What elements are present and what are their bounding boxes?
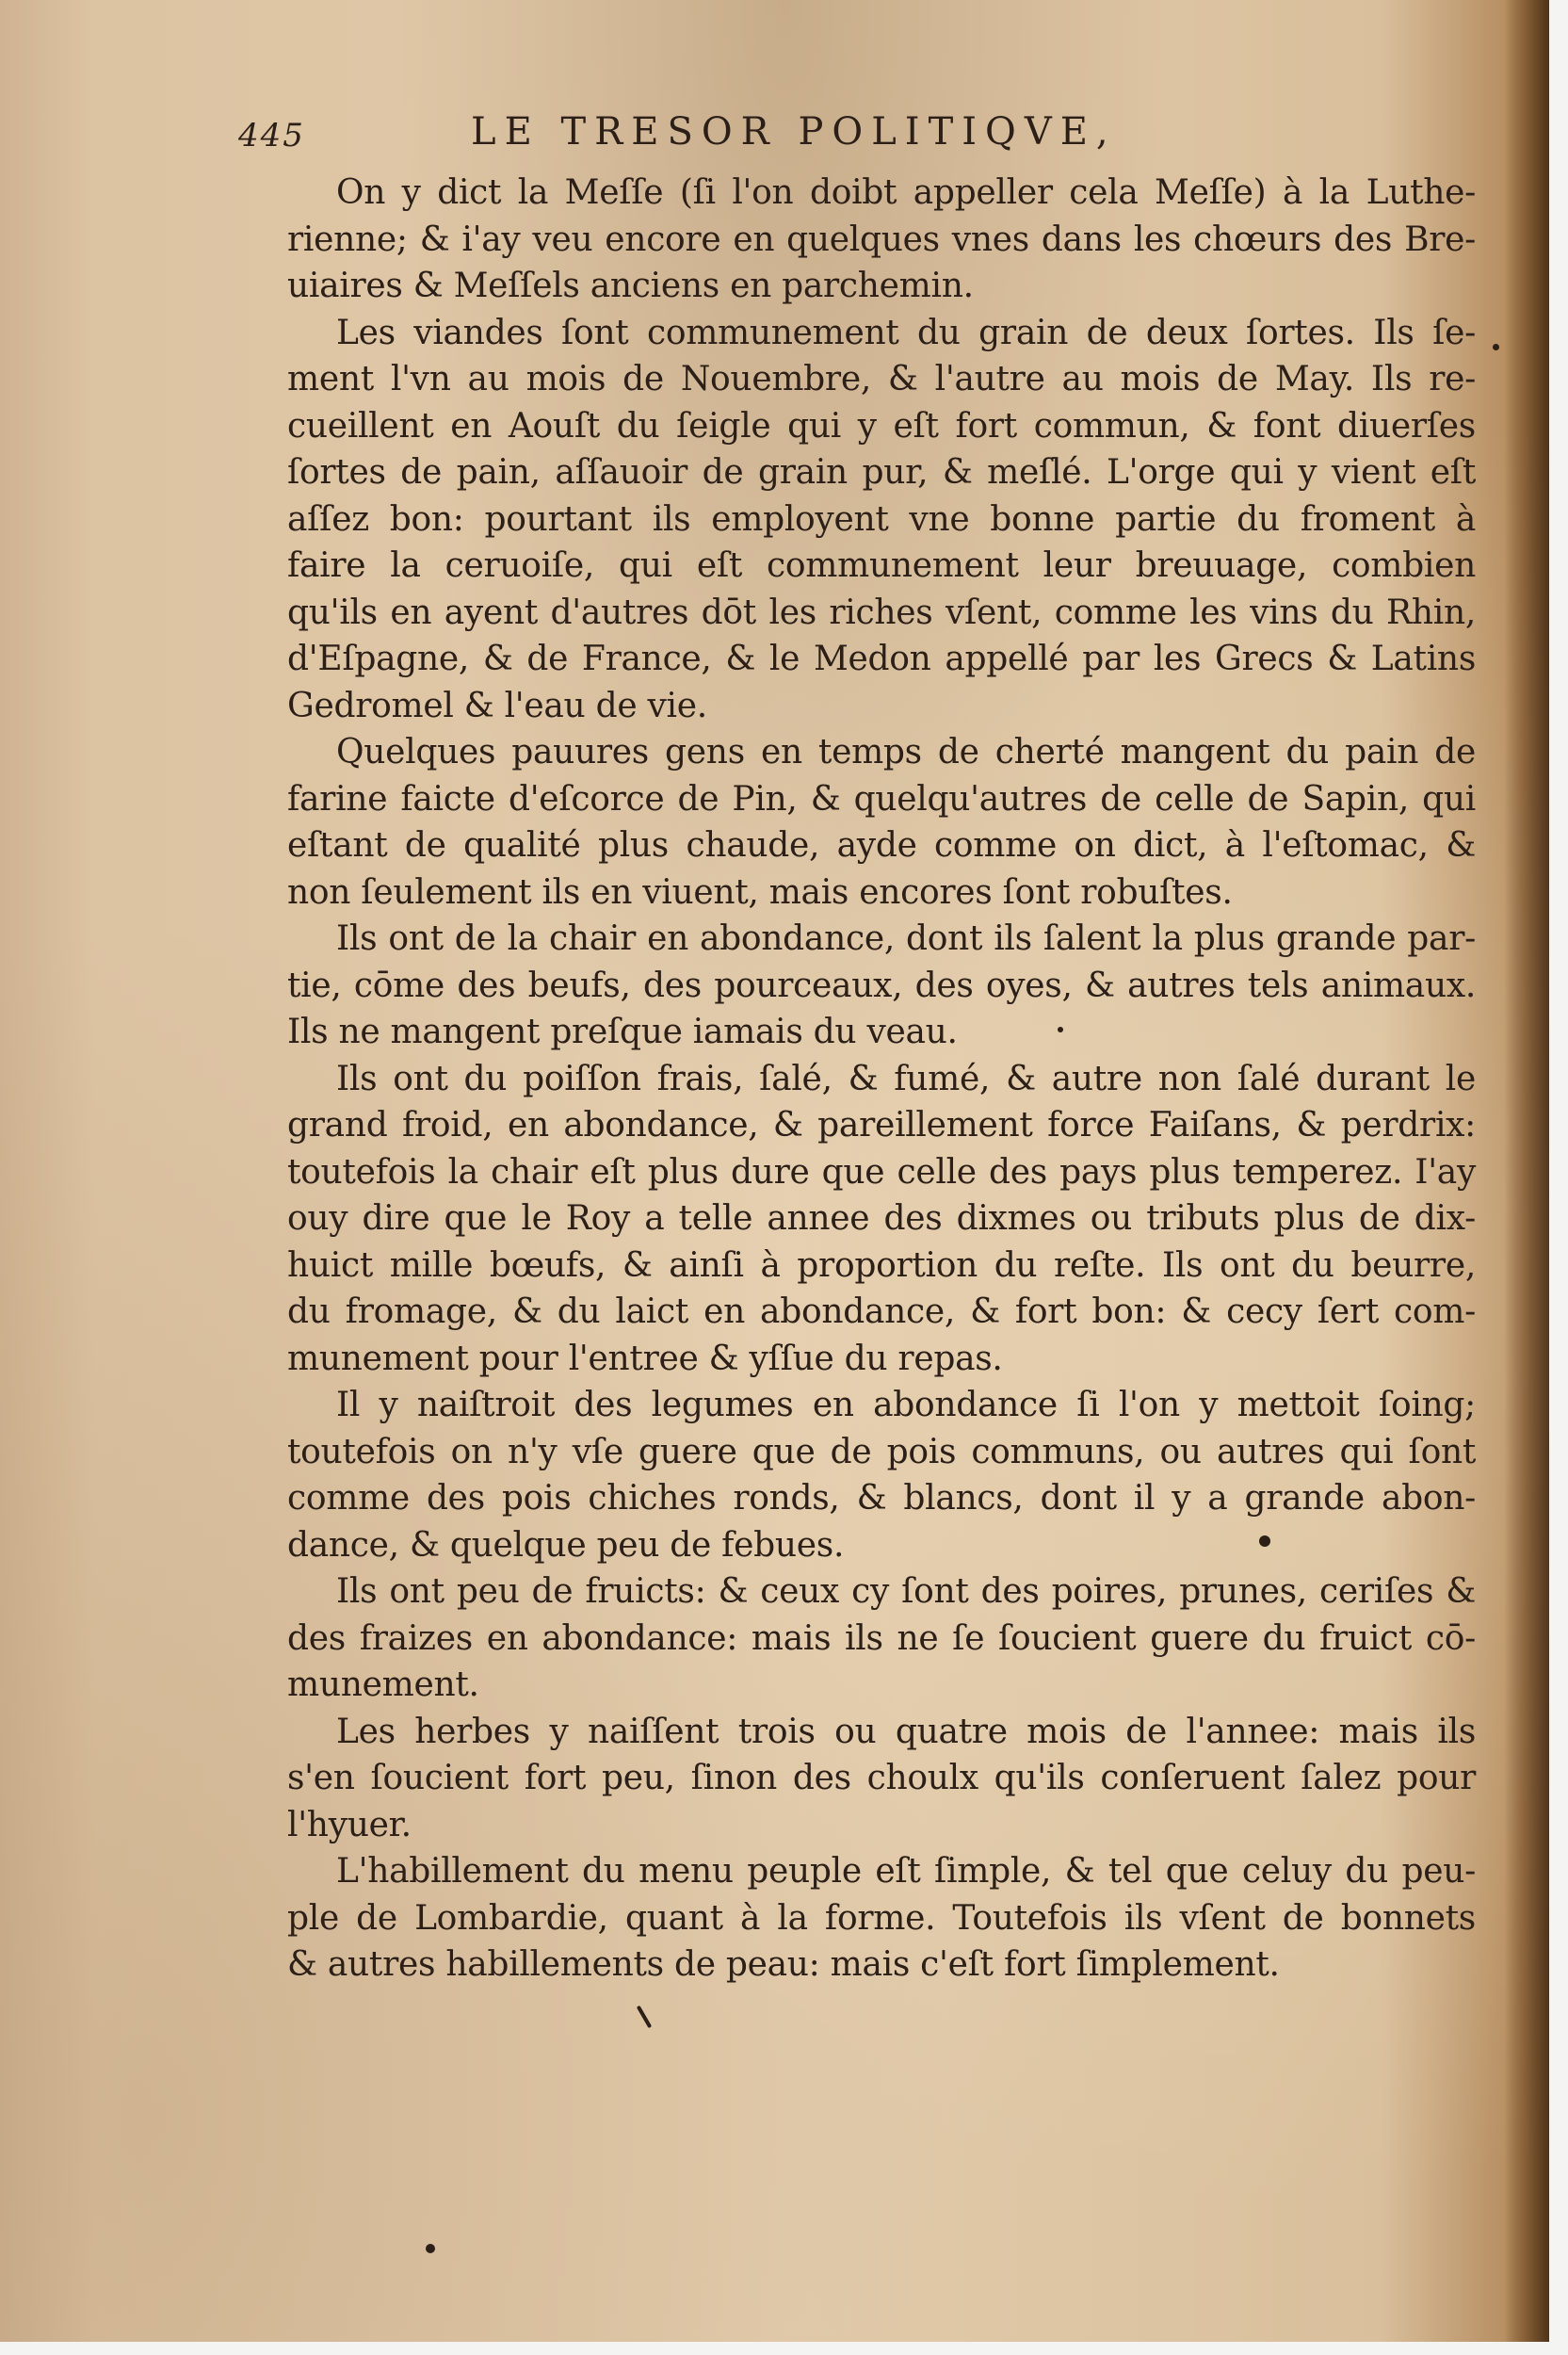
text-line: cueillent en Aouſt du ſeigle qui y eſt fort commun, & font diuerſes — [287, 406, 1476, 446]
text-line: tie, cōme des beufs, des pourceaux, des oyes, & autres tels animaux. — [287, 966, 1476, 1005]
ink-speck — [1259, 1535, 1270, 1547]
text-line: & autres habillements de peau: mais c'eſt fort ſimplement. — [287, 1945, 1280, 1984]
text-line: du fromage, & du laict en abondance, & fort bon: & cecy ſert com- — [287, 1292, 1476, 1331]
text-line: rienne; & i'ay veu encore en quelques vnes dans les chœurs des Bre- — [287, 219, 1476, 259]
text-line: aſſez bon: pourtant ils employent vne bonne partie du froment à — [287, 499, 1476, 539]
text-line: Les viandes ſont communement du grain de deux ſortes. Ils ſe- — [336, 313, 1476, 352]
text-line: huict mille bœufs, & ainſi à proportion du reſte. Ils ont du beurre, — [287, 1245, 1476, 1285]
ink-speck — [1058, 1027, 1063, 1032]
text-line: Ils ont peu de fruicts: & ceux cy ſont des poires, prunes, ceriſes & — [336, 1572, 1476, 1611]
text-line: munement. — [287, 1665, 479, 1704]
text-line: Les herbes y naiſſent trois ou quatre mois de l'annee: mais ils — [336, 1712, 1476, 1751]
text-line: non ſeulement ils en viuent, mais encores ſont robuſtes. — [287, 872, 1233, 912]
text-line: Gedromel & l'eau de vie. — [287, 686, 707, 725]
text-line: toutefois on n'y vſe guere que de pois communs, ou autres qui ſont — [287, 1432, 1476, 1471]
paragraph-9 — [287, 1848, 1476, 1989]
scan-border-bottom — [0, 2342, 1568, 2355]
text-line: Ils ont de la chair en abondance, dont ils ſalent la plus grande par- — [336, 919, 1476, 958]
paragraph-1 — [287, 170, 1476, 310]
text-line: dance, & quelque peu de febues. — [287, 1525, 845, 1565]
paragraph-5 — [287, 1056, 1476, 1383]
text-line: Ils ont du poiſſon frais, ſalé, & fumé, & autre non ſalé durant le — [336, 1059, 1476, 1098]
text-line: l'hyuer. — [287, 1805, 412, 1844]
paragraph-7 — [287, 1568, 1476, 1709]
book-title: LE TRESOR POLITIQVE, — [471, 110, 1117, 154]
text-line: On y dict la Meſſe (ſi l'on doibt appeller cela Meſſe) à la Luthe- — [336, 173, 1476, 212]
text-line: farine faicte d'eſcorce de Pin, & quelqu'autres de celle de Sapin, qui — [287, 779, 1476, 819]
text-line: toutefois la chair eſt plus dure que celle des pays plus temperez. I'ay — [287, 1152, 1476, 1192]
text-line: ouy dire que le Roy a telle annee des dixmes ou tributs plus de dix- — [287, 1199, 1476, 1238]
text-line: Ils ne mangent preſque iamais du veau. — [287, 1013, 958, 1051]
text-line: L'habillement du menu peuple eſt ſimple, & tel que celuy du peu- — [336, 1852, 1476, 1891]
text-line: qu'ils en ayent d'autres dōt les riches vſent, comme les vins du Rhin, — [287, 593, 1476, 632]
text-line: ple de Lombardie, quant à la forme. Toutefois ils vſent de bonnets — [287, 1898, 1476, 1938]
text-line: d'Eſpagne, & de France, & le Medon appellé par les Grecs & Latins — [287, 640, 1476, 678]
text-line: faire la ceruoiſe, qui eſt communement leur breuuage, combien — [287, 546, 1476, 585]
text-line: comme des pois chiches ronds, & blancs, dont il y a grande abon- — [287, 1479, 1476, 1518]
page-number: 445 — [238, 117, 305, 154]
text-line: Quelques pauures gens en temps de cherté mangent du pain de — [336, 733, 1476, 771]
paragraph-2 — [287, 310, 1476, 730]
text-line: eſtant de qualité plus chaude, ayde comme on dict, à l'eſtomac, & — [287, 826, 1476, 865]
text-block — [238, 94, 1476, 1989]
text-line: grand froid, en abondance, & pareillement force Faiſans, & perdrix: — [287, 1106, 1476, 1145]
text-line: des fraizes en abondance: mais ils ne ſe ſoucient guere du fruict cō- — [287, 1618, 1476, 1658]
text-line: ſortes de pain, aſſauoir de grain pur, & meſlé. L'orge qui y vient eſt — [287, 453, 1476, 492]
page-edge-shadow — [1504, 0, 1549, 2342]
paragraph-8 — [287, 1709, 1476, 1849]
paragraph-3 — [287, 729, 1476, 916]
text-line: Il y naiſtroit des legumes en abondance ſi l'on y mettoit ſoing; — [336, 1386, 1476, 1424]
running-head — [238, 94, 1476, 170]
text-line: ment l'vn au mois de Nouembre, & l'autre au mois de May. Ils re- — [287, 360, 1476, 398]
text-line: munement pour l'entree & yſſue du repas. — [287, 1339, 1003, 1378]
ink-speck — [426, 2244, 435, 2253]
paragraph-6 — [287, 1382, 1476, 1568]
text-line: s'en ſoucient fort peu, ſinon des choulx qu'ils conſeruent ſalez pour — [287, 1759, 1476, 1797]
ink-speck — [1493, 344, 1499, 350]
scan-border-right — [1549, 0, 1568, 2355]
paragraph-4 — [287, 916, 1476, 1056]
ink-speck — [637, 2006, 652, 2029]
text-line: uiaires & Meſſels anciens en parchemin. — [287, 267, 974, 305]
